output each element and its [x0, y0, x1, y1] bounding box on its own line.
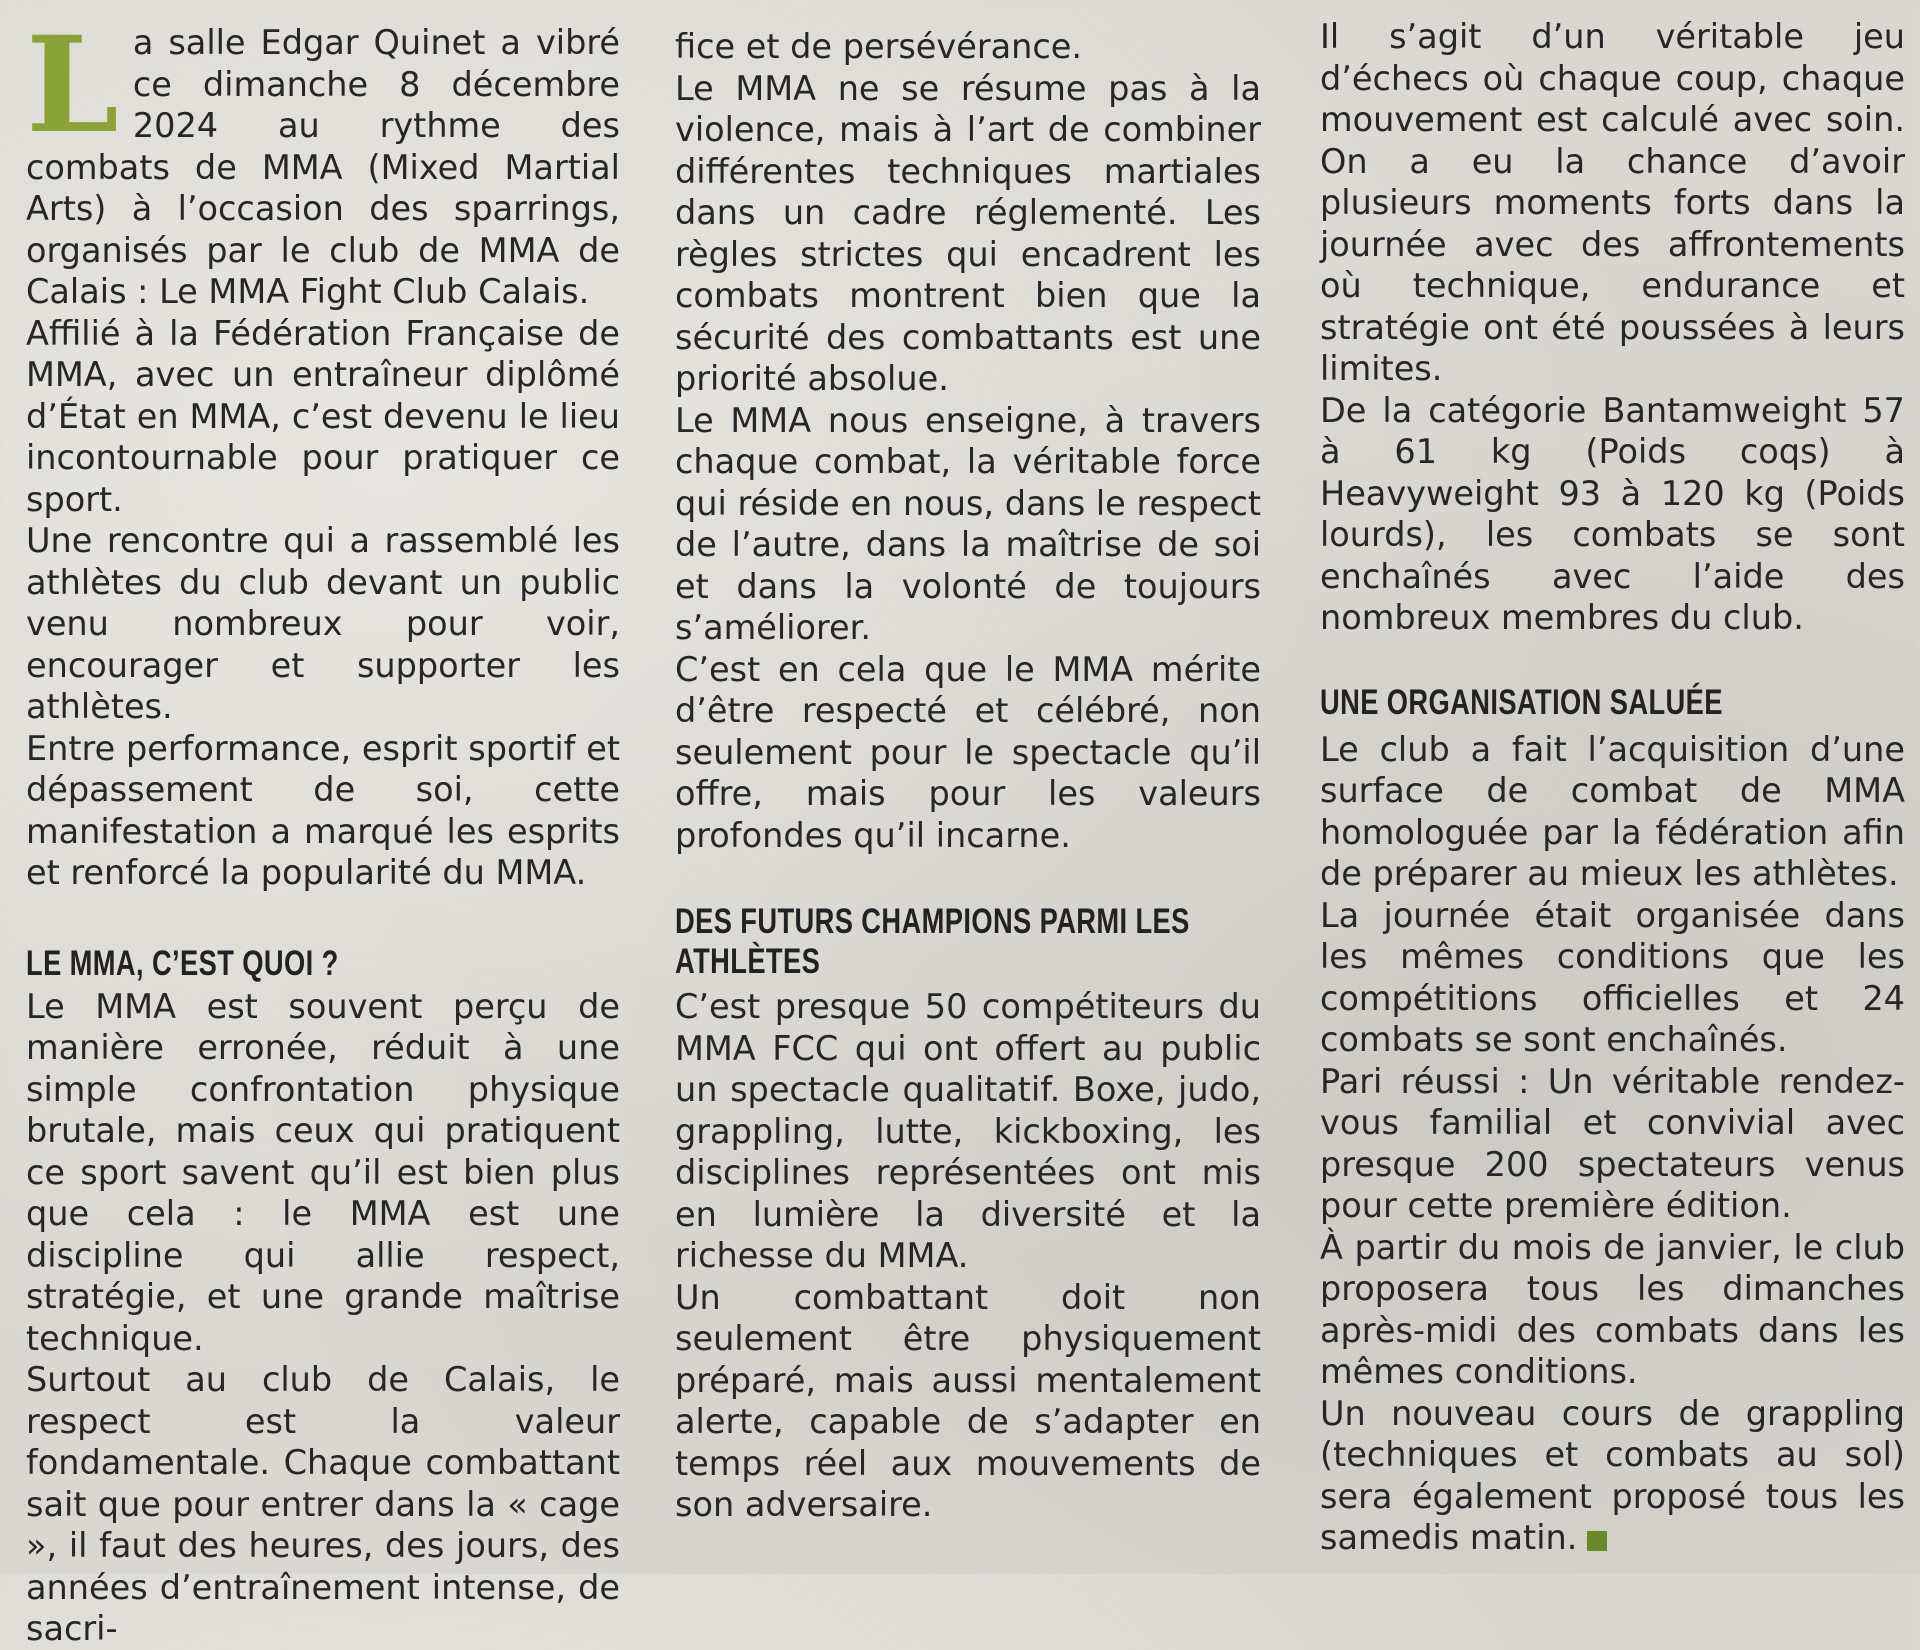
paragraph: C’est presque 50 compétiteurs du MMA FCC qui ont offert au public un spectacle qualitatif. Boxe, judo, grappling, lutte, kickboxing, les disciplines représentées ont mis en lumière la diversité et la richesse du MMA.: [675, 987, 1261, 1275]
column-1: [26, 8, 620, 1650]
section-heading-le-mma: LE MMA, C’EST QUOI ?: [26, 943, 339, 983]
paragraph: Entre performance, esprit sportif et dépassement de soi, cette manifestation a marqué les esprits et renforcé la popularité du MMA.: [26, 728, 620, 892]
paragraph: C’est en cela que le MMA mérite d’être respecté et célébré, non seulement pour le spectacle qu’il offre, mais pour les valeurs profondes qu’il incarne.: [675, 649, 1261, 855]
paragraph: Il s’agit d’un véritable jeu d’échecs où chaque coup, chaque mouvement est calculé avec soin. On a eu la chance d’avoir plusieurs moments forts dans la journée avec des affrontements où technique, endurance et stratégie ont été poussées à leurs limites.: [1320, 17, 1905, 388]
column-2: [675, 26, 1261, 1526]
paragraph: Un combattant doit non seulement être physiquement préparé, mais aussi mentalement alerte, capable de s’adapter en temps réel aux mouvements de son adversaire.: [675, 1277, 1261, 1524]
paragraph: Le MMA ne se résume pas à la violence, mais à l’art de combiner différentes techniques martiales dans un cadre réglementé. Les règles strictes qui encadrent les combats montrent bien que la sécurité des combattants est une priorité absolue.: [675, 68, 1261, 398]
drop-cap: L: [26, 8, 119, 163]
paragraph: Affilié à la Fédération Française de MMA, avec un entraîneur diplômé d’État en MMA, c’est devenu le lieu incontournable pour pratiquer ce sport.: [26, 313, 620, 519]
paragraph: À partir du mois de janvier, le club proposera tous les dimanches après-midi des combats dans les mêmes conditions.: [1320, 1227, 1905, 1391]
intro-text: a salle Edgar Quinet a vibré ce dimanche 8 décembre 2024 au rythme des combats de MMA (Mixed Martial Arts) à l’occasion des sparrings, organisés par le club de MMA de Calais : Le MMA Fight Club Calais.: [26, 23, 620, 311]
paragraph: Le MMA est souvent perçu de manière erronée, réduit à une simple confrontation physique brutale, mais ceux qui pratiquent ce sport savent qu’il est bien plus que cela : le MMA est une discipline qui allie respect, stratégie, et une grande maîtrise technique.: [26, 986, 620, 1358]
intro-paragraph: [26, 8, 620, 313]
paragraph: Surtout au club de Calais, le respect est la valeur fondamentale. Chaque combattant sait que pour entrer dans la « cage », il faut des heures, des jours, des années d’entraînement intense, de sacri-: [26, 1360, 620, 1648]
paragraph: Pari réussi : Un véritable rendez-vous familial et convivial avec presque 200 spectateurs venus pour cette première édition.: [1320, 1061, 1905, 1225]
paragraph: De la catégorie Bantamweight 57 à 61 kg (Poids coqs) à Heavyweight 93 à 120 kg (Poids lourds), les combats se sont enchaînés avec l’aide des nombreux membres du club.: [1320, 390, 1905, 637]
section-heading-futurs-champions: DES FUTURS CHAMPIONS PARMI LES ATHLÈTES: [675, 902, 1190, 981]
paragraph: Le club a fait l’acquisition d’une surface de combat de MMA homologuée par la fédération afin de préparer au mieux les athlètes.: [1320, 729, 1905, 893]
column-3: [1320, 16, 1905, 1559]
paragraph: Une rencontre qui a rassemblé les athlètes du club devant un public venu nombreux pour voir, encourager et supporter les athlètes.: [26, 521, 620, 726]
final-paragraph: [1320, 1393, 1905, 1559]
paragraph: Le MMA nous enseigne, à travers chaque combat, la véritable force qui réside en nous, dans le respect de l’autre, dans la maîtrise de soi et dans la volonté de toujours s’améliorer.: [675, 400, 1261, 647]
paragraph: La journée était organisée dans les mêmes conditions que les compétitions officielles et 24 combats se sont enchaînés.: [1320, 895, 1905, 1059]
section-heading-organisation: UNE ORGANISATION SALUÉE: [1320, 682, 1723, 722]
final-text: Un nouveau cours de grappling (techniques et combats au sol) sera également proposé tous les samedis matin.: [1320, 1393, 1905, 1557]
end-mark-icon: [1587, 1531, 1607, 1551]
paragraph: fice et de persévérance.: [675, 27, 1083, 66]
